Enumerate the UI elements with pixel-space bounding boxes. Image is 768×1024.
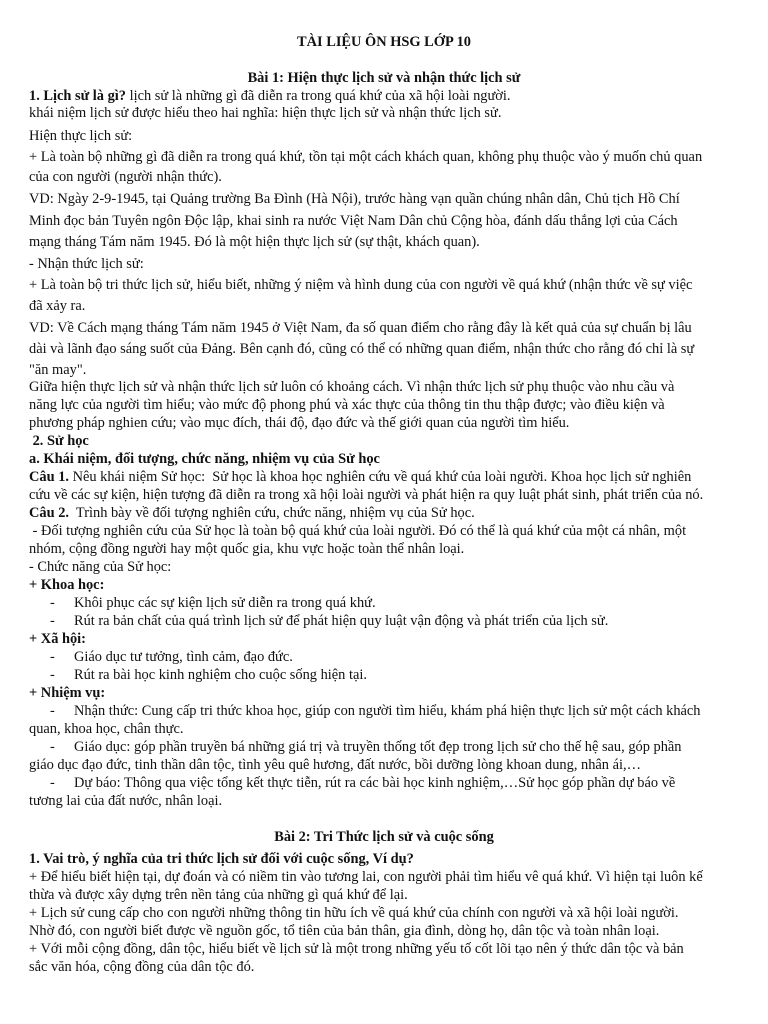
reality-text-line: của con người (người nhận thức).	[29, 169, 222, 185]
list-item-continuation: quan, khoa học, chân thực.	[29, 721, 184, 737]
list-item-text: Rút ra bản chất của quá trình lịch sử để phát hiện quy luật vận động và phát triển của lịch sử.	[74, 613, 609, 629]
list-item-text: Giáo dục: góp phần truyền bá những giá trị và truyền thống tốt đẹp trong lịch sử cho thế hệ sau, góp phần	[74, 739, 682, 755]
lesson2-text-line: + Với mỗi cộng đồng, dân tộc, hiểu biết về lịch sử là một trong những yếu tố cốt lõi tạo nên ý thức dân tộc và bản	[29, 941, 684, 957]
bullet-dash: -	[50, 775, 55, 791]
cau1-text: Nêu khái niệm Sử học: Sử học là khoa học nghiên cứu về quá khứ của loài người. Khoa học lịch sử nghiên	[68, 469, 692, 485]
science-label: + Khoa học:	[29, 577, 105, 593]
reality-label: Hiện thực lịch sử:	[29, 128, 133, 144]
reality-example-line: VD: Ngày 2-9-1945, tại Quảng trường Ba Đình (Hà Nội), trước hàng vạn quần chúng nhân dân, Chủ tịch Hồ Chí	[29, 191, 680, 207]
awareness-label: - Nhận thức lịch sử:	[29, 256, 144, 272]
lesson2-text-line: sắc văn hóa, cộng đồng của dân tộc đó.	[29, 959, 255, 975]
q1-text: lịch sử là những gì đã diễn ra trong quá khứ của xã hội loài người.	[126, 88, 511, 104]
awareness-example-line: VD: Về Cách mạng tháng Tám năm 1945 ở Việt Nam, đa số quan điểm cho rằng đây là kết quả của sự chuẩn bị lâu	[29, 320, 692, 336]
cau1-paragraph	[29, 468, 742, 486]
q1-label: 1. Lịch sử là gì?	[29, 88, 126, 104]
reality-example-line: mạng tháng Tám năm 1945. Đó là một hiện thực lịch sử (sự thật, khách quan).	[29, 234, 480, 250]
bullet-dash: -	[50, 703, 55, 719]
lesson2-q1: 1. Vai trò, ý nghĩa của tri thức lịch sử đối với cuộc sống, Ví dụ?	[29, 851, 414, 867]
bullet-dash: -	[50, 595, 55, 611]
bullet-dash: -	[50, 649, 55, 665]
gap-paragraph-line: Giữa hiện thực lịch sử và nhận thức lịch sử luôn có khoảng cách. Vì nhận thức lịch sử phụ thuộc vào nhu cầu và	[29, 379, 675, 395]
bullet-dash: -	[50, 667, 55, 683]
lesson2-text-line: + Lịch sử cung cấp cho con người những thông tin hữu ích về quá khứ của chính con người và xã hội loài người.	[29, 905, 679, 921]
social-label: + Xã hội:	[29, 631, 86, 647]
list-item-text: Giáo dục tư tưởng, tình cảm, đạo đức.	[74, 649, 293, 665]
list-item-text: Khôi phục các sự kiện lịch sử diễn ra trong quá khứ.	[74, 595, 376, 611]
document-title: TÀI LIỆU ÔN HSG LỚP 10	[297, 34, 471, 50]
bullet-dash: -	[50, 739, 55, 755]
reality-example-line: Minh đọc bản Tuyên ngôn Độc lập, khai sinh ra nước Việt Nam Dân chủ Cộng hòa, đánh dấu thắng lợi của Cách	[29, 213, 678, 229]
reality-text-line: + Là toàn bộ những gì đã diễn ra trong quá khứ, tồn tại một cách khách quan, không phụ thuộc vào ý muốn chủ quan	[29, 149, 703, 165]
section-2a-heading: a. Khái niệm, đối tượng, chức năng, nhiệm vụ của Sử học	[29, 451, 380, 467]
gap-paragraph-line: phương pháp nghien cứu; vào mục đích, thái độ, đạo đức và thế giới quan của người tìm hiểu.	[29, 415, 570, 431]
awareness-example-line: dài và lãnh đạo sáng suốt của Đảng. Bên cạnh đó, cũng có thể có những quan điểm, nhận thức cho rằng đó chỉ là sự	[29, 341, 695, 357]
lesson2-text-line: + Để hiểu biết hiện tại, dự đoán và có niềm tin vào tương lai, con người phải tìm hiểu vê quá khứ. Vì hiện tại luôn kế	[29, 869, 703, 885]
q1-paragraph	[29, 87, 742, 105]
meaning-line: khái niệm lịch sử được hiểu theo hai nghĩa: hiện thực lịch sử và nhận thức lịch sử.	[29, 105, 502, 121]
list-item-continuation: giáo dục đạo đức, tinh thần dân tộc, tình yêu quê hương, đất nước, bồi dưỡng lòng khoan dung, nhân ái,…	[29, 757, 641, 773]
function-label: - Chức năng của Sử học:	[29, 559, 172, 575]
cau2-paragraph	[29, 504, 742, 522]
list-item-continuation: tương lai của đất nước, nhân loại.	[29, 793, 223, 809]
cau1-text-line: cứu về các sự kiện, hiện tượng đã diễn ra trong xã hội loài người và phát hiện ra quy luật phát sinh, phát triển của nó.	[29, 487, 704, 503]
awareness-text-line: đã xảy ra.	[29, 298, 86, 314]
list-item-text: Rút ra bài học kinh nghiệm cho cuộc sống hiện tại.	[74, 667, 367, 683]
bullet-dash: -	[50, 613, 55, 629]
list-item-text: Nhận thức: Cung cấp tri thức khoa học, giúp con người tìm hiểu, khám phá hiện thực lịch sử một cách khách	[74, 703, 701, 719]
object-line: - Đối tượng nghiên cứu của Sử học là toàn bộ quá khứ của loài người. Đó có thể là quá khứ của một cá nhân, một	[29, 523, 687, 539]
awareness-text-line: + Là toàn bộ tri thức lịch sử, hiểu biết, những ý niệm và hình dung của con người về quá khứ (nhận thức về sự việc	[29, 277, 693, 293]
lesson1-heading: Bài 1: Hiện thực lịch sử và nhận thức lịch sử	[247, 70, 521, 86]
section-2-heading: 2. Sử học	[29, 433, 89, 449]
list-item-text: Dự báo: Thông qua việc tổng kết thực tiễn, rút ra các bài học kinh nghiệm,…Sử học góp phần dự báo về	[74, 775, 676, 791]
gap-paragraph-line: năng lực của người tìm hiểu; vào mức độ phong phú và xác thực của thông tin thu thập được; vào điều kiện và	[29, 397, 665, 413]
lesson2-text-line: thừa và được xây dựng trên nền tảng của những gì quá khứ để lại.	[29, 887, 408, 903]
cau1-label: Câu 1.	[29, 469, 69, 485]
task-label: + Nhiệm vụ:	[29, 685, 106, 701]
cau2-text: Trình bày về đối tượng nghiên cứu, chức năng, nhiệm vụ của Sử học.	[68, 505, 475, 521]
lesson2-heading: Bài 2: Tri Thức lịch sử và cuộc sống	[274, 829, 494, 845]
cau2-label: Câu 2.	[29, 505, 69, 521]
object-line: nhóm, cộng đồng người hay một quốc gia, khu vực hoặc toàn thể nhân loại.	[29, 541, 465, 557]
awareness-example-line: "ăn may".	[29, 362, 87, 378]
lesson2-text-line: Nhờ đó, con người biết được về nguồn gốc, tổ tiên của bản thân, gia đình, dòng họ, dân tộc và toàn nhân loại.	[29, 923, 660, 939]
